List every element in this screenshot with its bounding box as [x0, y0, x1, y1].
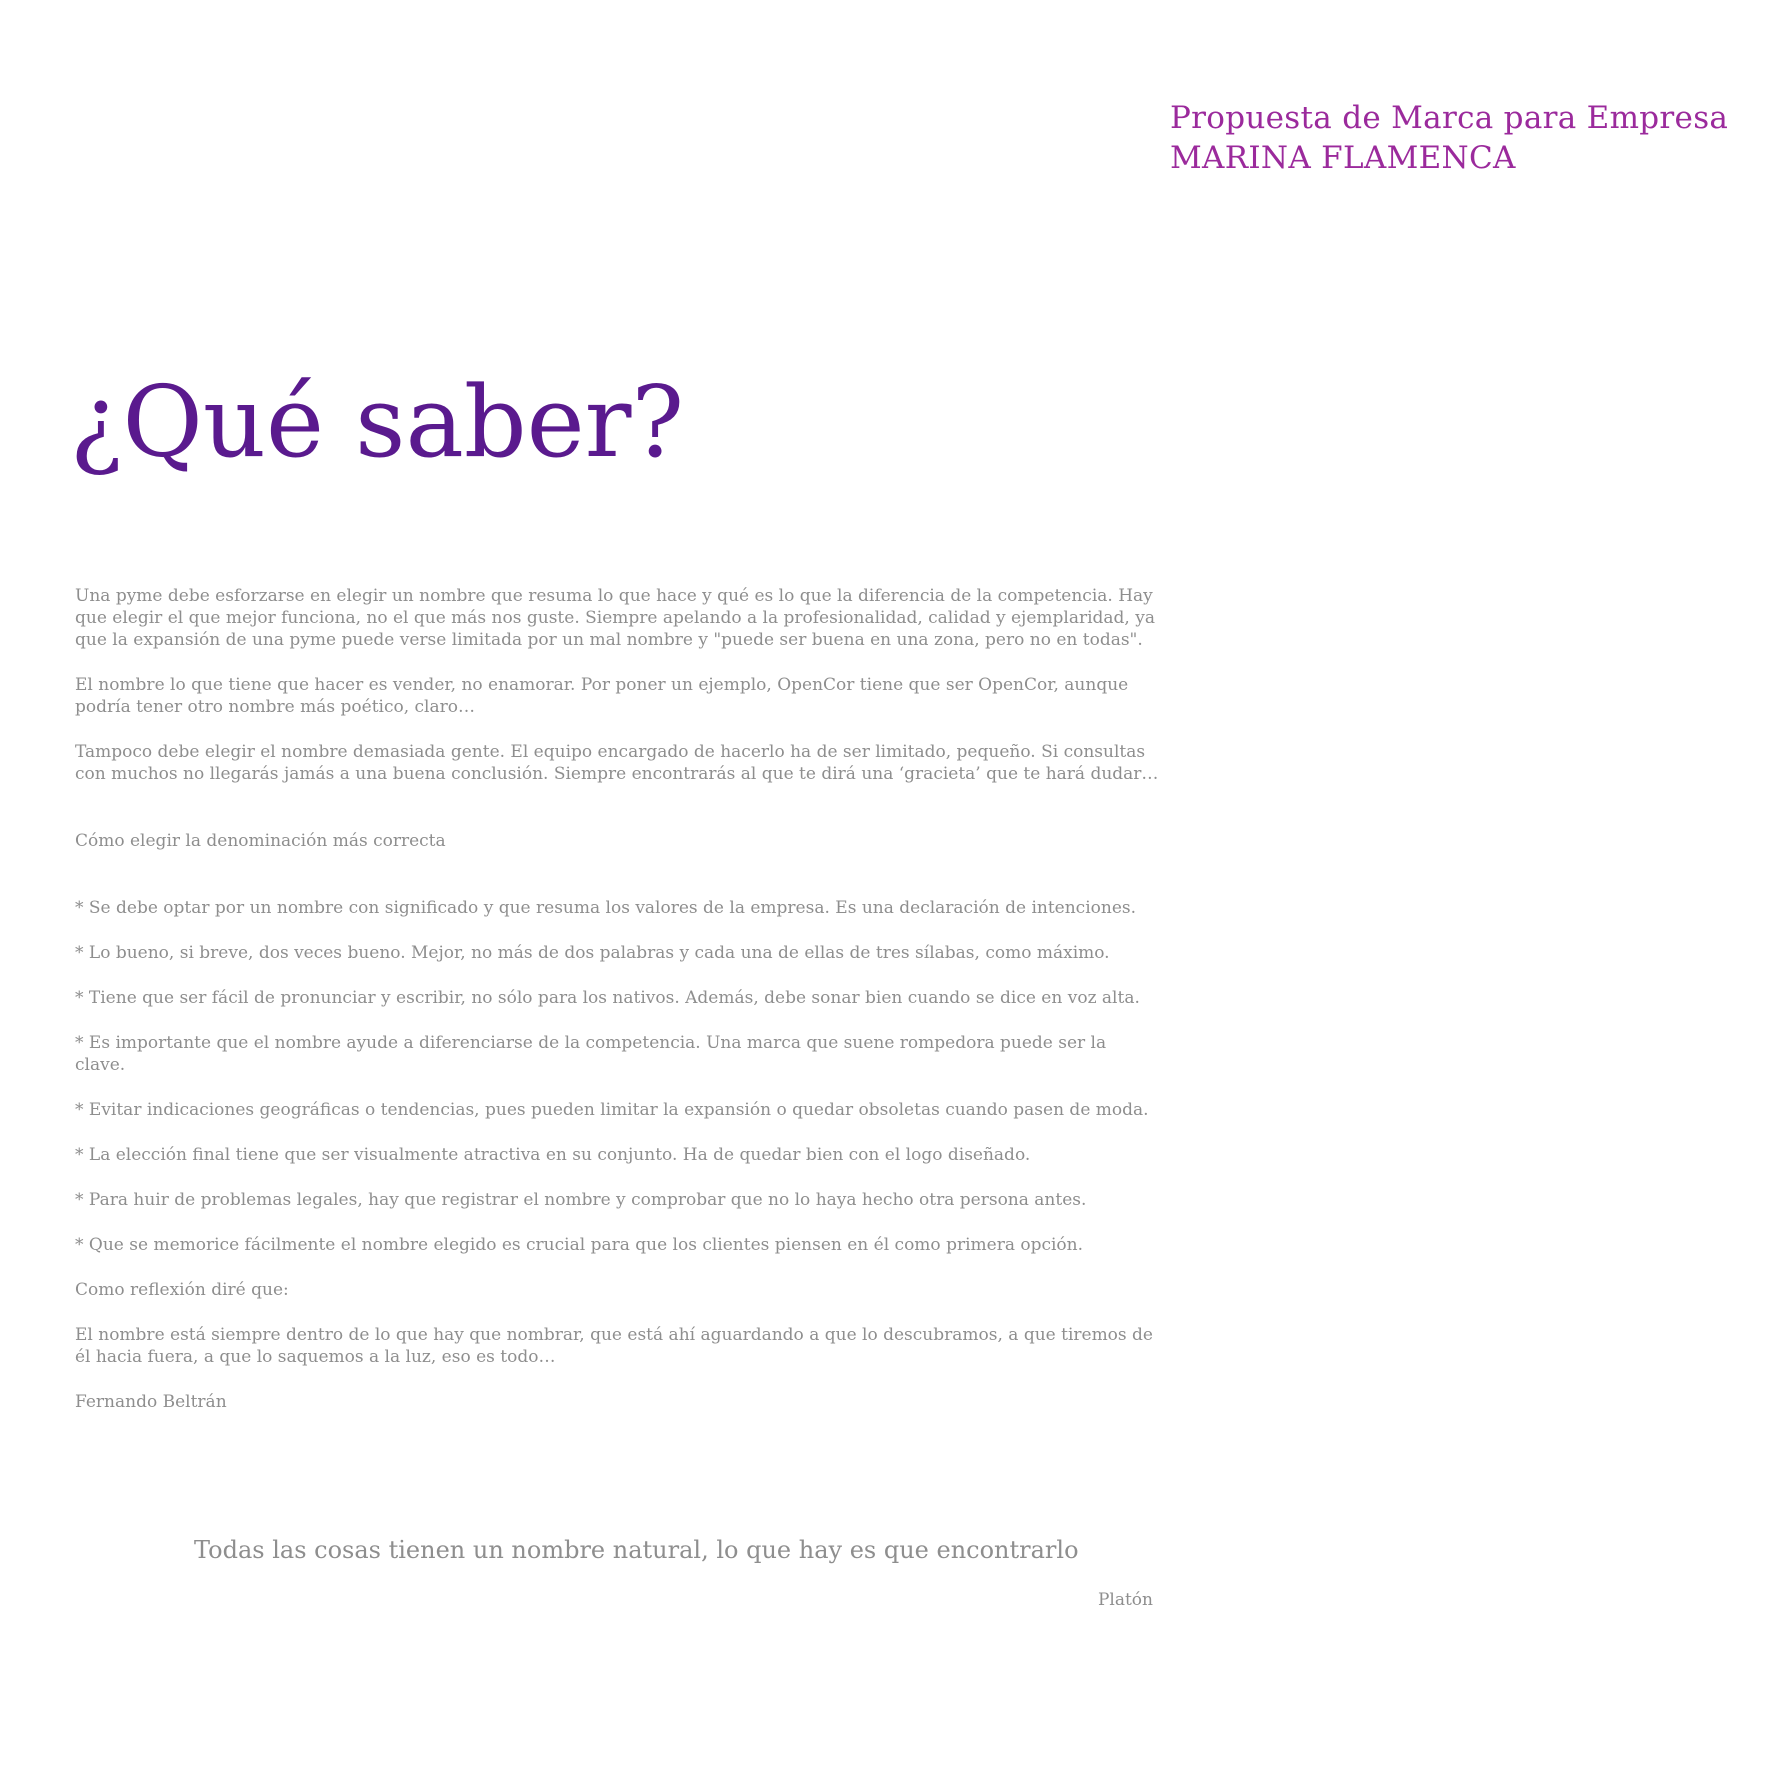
intro-paragraph-3: Tampoco debe elegir el nombre demasiada gente. El equipo encargado de hacerlo ha de ser limitado, pequeño. Si consultas con muchos no llegarás jamás a una buena conclusión. Siempre encontrarás al que te dirá una ‘gracieta’ que te hará dudar…	[75, 742, 1159, 784]
bullet-item: * La elección final tiene que ser visualmente atractiva en su conjunto. Ha de quedar bien con el logo diseñado.	[75, 1145, 1031, 1165]
reflection-author: Fernando Beltrán	[75, 1392, 227, 1412]
quote-author: Platón	[1097, 1590, 1153, 1610]
bullet-item: * Es importante que el nombre ayude a diferenciarse de la competencia. Una marca que suene rompedora puede ser la clave.	[75, 1033, 1107, 1075]
reflection-intro: Como reflexión diré que:	[75, 1280, 289, 1300]
bullet-item: * Tiene que ser fácil de pronunciar y escribir, no sólo para los nativos. Además, debe sonar bien cuando se dice en voz alta.	[75, 988, 1140, 1008]
bullet-item: * Que se memorice fácilmente el nombre elegido es crucial para que los clientes piensen en él como primera opción.	[75, 1235, 1084, 1255]
bullet-item: * Lo bueno, si breve, dos veces bueno. Mejor, no más de dos palabras y cada una de ellas de tres sílabas, como máximo.	[75, 943, 1110, 963]
intro-paragraph-1: Una pyme debe esforzarse en elegir un nombre que resuma lo que hace y qué es lo que la diferencia de la competencia. Hay que elegir el que mejor funciona, no el que más nos guste. Siempre apelando a la profesionalidad, calidad y ejemplaridad, ya que la expansión de una pyme puede verse limitada por un mal nombre y "puede ser buena en una zona, pero no en todas".	[75, 586, 1155, 650]
header-subtitle: Propuesta de Marca para Empresa	[1170, 100, 1729, 136]
document-header	[1170, 98, 1728, 178]
section-subheading: Cómo elegir la denominación más correcta	[75, 831, 446, 851]
closing-quote: Todas las cosas tienen un nombre natural, lo que hay es que encontrarlo	[194, 1536, 1079, 1564]
header-brand-name: MARINA FLAMENCA	[1170, 140, 1516, 176]
reflection-text: El nombre está siempre dentro de lo que hay que nombrar, que está ahí aguardando a que lo descubramos, a que tiremos de él hacia fuera, a que lo saquemos a la luz, eso es todo…	[75, 1325, 1153, 1367]
page-title: ¿Qué saber?	[70, 366, 684, 480]
intro-paragraph-2: El nombre lo que tiene que hacer es vender, no enamorar. Por poner un ejemplo, OpenCor tiene que ser OpenCor, aunque podría tener otro nombre más poético, claro…	[75, 675, 1129, 717]
body-content	[75, 585, 1160, 1436]
bullet-item: * Se debe optar por un nombre con significado y que resuma los valores de la empresa. Es una declaración de intenciones.	[75, 898, 1137, 918]
bullet-item: * Evitar indicaciones geográficas o tendencias, pues pueden limitar la expansión o quedar obsoletas cuando pasen de moda.	[75, 1100, 1149, 1120]
bullet-item: * Para huir de problemas legales, hay que registrar el nombre y comprobar que no lo haya hecho otra persona antes.	[75, 1190, 1087, 1210]
